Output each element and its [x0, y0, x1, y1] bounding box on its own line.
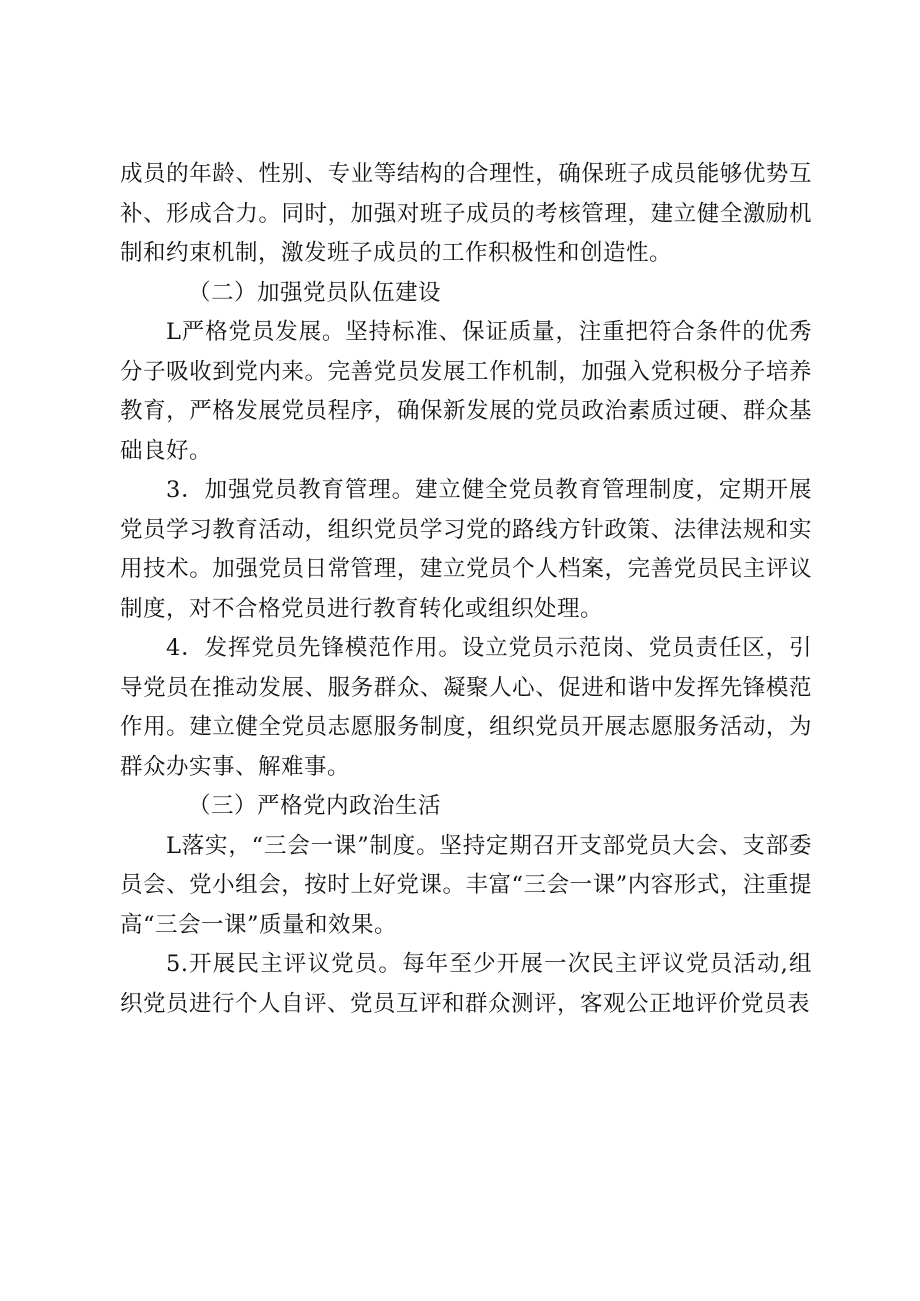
- paragraph-continuation: 成员的年龄、性别、专业等结构的合理性，确保班子成员能够优势互补、形成合力。同时，加强对班子成员的考核管理，建立健全激励机制和约束机制，激发班子成员的工作积极性和创造性。: [120, 161, 812, 266]
- section-heading-3: （三）严格党内政治生活: [188, 793, 442, 819]
- paragraph-vanguard-role: 4．发挥党员先锋模范作用。设立党员示范岗、党员责任区，引导党员在推动发展、服务群众、凝聚人心、促进和谐中发挥先锋模范作用。建立健全党员志愿服务制度，组织党员开展志愿服务活动，为群众办实事、解难事。: [120, 635, 812, 780]
- paragraph-three-meetings: L落实，“三会一课”制度。坚持定期召开支部党员大会、支部委员会、党小组会，按时上好党课。丰富“三会一课”内容形式，注重提高“三会一课”质量和效果。: [120, 832, 812, 938]
- section-heading-2: （二）加强党员队伍建设: [188, 279, 442, 306]
- paragraph-party-development: L严格党员发展。坚持标准、保证质量，注重把符合条件的优秀分子吸收到党内来。完善党员发展工作机制，加强入党积极分子培养教育，严格发展党员程序，确保新发展的党员政治素质过硬、群众基础良好。: [120, 319, 812, 464]
- paragraph-education-management: 3．加强党员教育管理。建立健全党员教育管理制度，定期开展党员学习教育活动，组织党员学习党的路线方针政策、法律法规和实用技术。加强党员日常管理，建立党员个人档案，完善党员民主评议制度，对不合格党员进行教育转化或组织处理。: [120, 477, 812, 622]
- document-body: [120, 155, 812, 1024]
- paragraph-democratic-evaluation: 5.开展民主评议党员。每年至少开展一次民主评议党员活动,组织党员进行个人自评、党员互评和群众测评，客观公正地评价党员表: [120, 951, 812, 1017]
